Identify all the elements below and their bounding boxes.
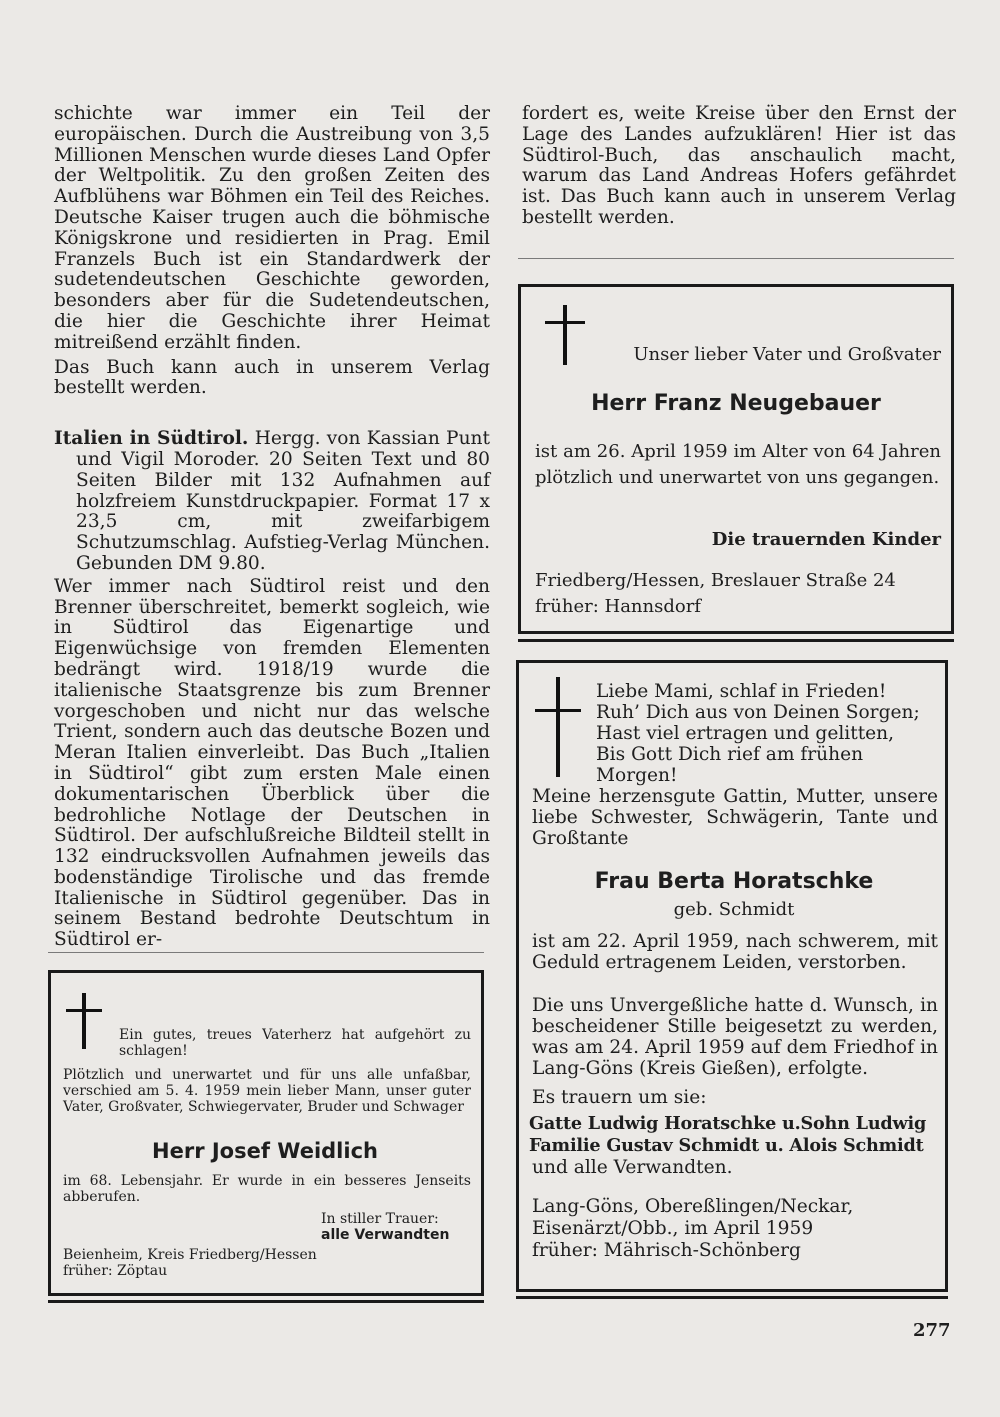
poem-line-4: Bis Gott Dich rief am frühen [596,744,864,765]
horatschke-name: Frau Berta Horatschke [594,869,874,894]
neugebauer-address-2: früher: Hannsdorf [535,596,701,617]
book-details: Hergg. von Kassian Punt und Vigil Moroder. 20 Seiten Text und 80 Seiten Bilder mit 132 Aufnahmen auf holzfreiem Kunstdruckpapier. Format 17 x 23,5 cm, mit zweifarbigem Schutzumschlag. Aufstieg-Verlag München. Gebunden DM 9.80. [76,428,490,574]
poem-line-5: Morgen! [596,765,678,786]
neugebauer-address-1: Friedberg/Hessen, Breslauer Straße 24 [535,570,896,591]
horatschke-address-2: Eisenärzt/Obb., im April 1959 [532,1218,814,1239]
weidlich-body: Plötzlich und unerwartet und für uns alle unfaßbar, verschied am 5. 4. 1959 mein lieber Mann, unser guter Vater, Großvater, Schwiegervater, Bruder und Schwager [63,1067,471,1115]
horatschke-burial: Die uns Unvergeßliche hatte d. Wunsch, in bescheidener Stille beigesetzt zu werden, was am 24. April 1959 auf dem Friedhof in Lang-Göns (Kreis Gießen), erfolgte. [532,995,938,1079]
neugebauer-name: Herr Franz Neugebauer [591,391,881,416]
left-column [54,104,490,951]
review-paragraph: Wer immer nach Südtirol reist und den Brenner überschreitet, bemerkt sogleich, wie in Südtirol das Eigenartige und Eigenwüchsige von fremden Elementen bedrängt wird. 1918/19 wurde die italienische Staatsgrenze bis zum Brenner vorgeschoben und nicht nur das welsche Trient, sondern auch das deutsche Bozen und Meran Italien einverleibt. Das Buch „Italien in Südtirol“ gibt zum ersten Male einen dokumentarischen Überblick über die bedrohliche Notlage der Deutschen in Südtirol. Der aufschlußreiche Bildteil stellt in 132 eindrucksvollen Aufnahmen jeweils das bodenständige Tirolische und das fremde Italienische in Südtirol gegenüber. Das in seinem Bestand bedrohte Deutschtum in Südtirol er- [54,575,490,951]
obituary-neugebauer [518,284,954,634]
poem-line-2: Ruh’ Dich aus von Deinen Sorgen; [596,702,920,723]
weidlich-mourners: alle Verwandten [321,1227,450,1243]
weidlich-bottom-rule [48,1300,484,1303]
horatschke-mourner-3: und alle Verwandten. [532,1157,733,1178]
weidlich-address-2: früher: Zöptau [63,1263,168,1279]
horatschke-maiden-name: geb. Schmidt [673,899,795,920]
obituary-horatschke [516,660,948,1292]
horatschke-address-3: früher: Mährisch-Schönberg [532,1240,801,1261]
horatschke-mourner-2: Familie Gustav Schmidt u. Alois Schmidt [529,1135,924,1156]
divider-left [48,952,484,953]
neugebauer-bottom-rule [518,639,954,642]
book-entry [54,429,490,575]
neugebauer-body: ist am 26. April 1959 im Alter von 64 Jahren plötzlich und unerwartet von uns gegangen. [535,441,941,488]
neugebauer-mourners: Die trauernden Kinder [711,529,941,550]
poem-line-3: Hast viel ertragen und gelitten, [596,723,895,744]
weidlich-age-text: im 68. Lebensjahr. Er wurde in ein besseres Jenseits abberufen. [63,1173,471,1205]
poem-line-1: Liebe Mami, schlaf in Frieden! [596,681,887,702]
continuation-paragraph: fordert es, weite Kreise über den Ernst der Lage des Landes aufzuklären! Hier ist das Südtirol-Buch, das anschaulich macht, warum das Land Andreas Hofers gefährdet ist. Das Buch kann auch in unserem Verlag bestellt werden. [522,103,956,228]
weidlich-name: Herr Josef Weidlich [152,1139,378,1163]
page-number: 277 [913,1320,951,1341]
right-column [522,104,956,229]
horatschke-mourning-heading: Es trauern um sie: [532,1087,707,1108]
horatschke-bottom-rule [516,1296,948,1299]
order-note: Das Buch kann auch in unserem Verlag bestellt werden. [54,356,490,399]
weidlich-opening: Ein gutes, treues Vaterherz hat aufgehört zu schlagen! [119,1027,471,1059]
horatschke-address-1: Lang-Göns, Obereßlingen/Neckar, [532,1196,854,1217]
obituary-weidlich [48,970,484,1296]
cross-icon [545,305,585,365]
horatschke-intro: Meine herzensgute Gattin, Mutter, unsere liebe Schwester, Schwägerin, Tante und Großtante [532,786,938,849]
horatschke-poem [596,681,920,786]
neugebauer-intro: Unser lieber Vater und Großvater [633,344,941,365]
divider-right [518,258,954,259]
horatschke-body: ist am 22. April 1959, nach schwerem, mit Geduld ertragenem Leiden, verstorben. [532,931,938,973]
weidlich-mourning-line: In stiller Trauer: [321,1211,439,1227]
cross-icon [535,677,581,777]
weidlich-address-1: Beienheim, Kreis Friedberg/Hessen [63,1247,317,1263]
intro-paragraph: schichte war immer ein Teil der europäischen. Durch die Austreibung von 3,5 Millionen Menschen wurde dieses Land Opfer der Weltpolitik. Zu den großen Zeiten des Aufblühens war Böhmen ein Teil des Reiches. Deutsche Kaiser trugen auch die böhmische Königskrone und residierten in Prag. Emil Franzels Buch ist ein Standardwerk der sudetendeutschen Geschichte geworden, besonders aber für die Sudetendeutschen, die hier die Geschichte ihrer Heimat mitreißend erzählt finden. [54,103,490,353]
horatschke-mourner-1: Gatte Ludwig Horatschke u.Sohn Ludwig [529,1113,927,1134]
cross-icon [66,993,102,1049]
book-title: Italien in Südtirol. [54,428,249,450]
